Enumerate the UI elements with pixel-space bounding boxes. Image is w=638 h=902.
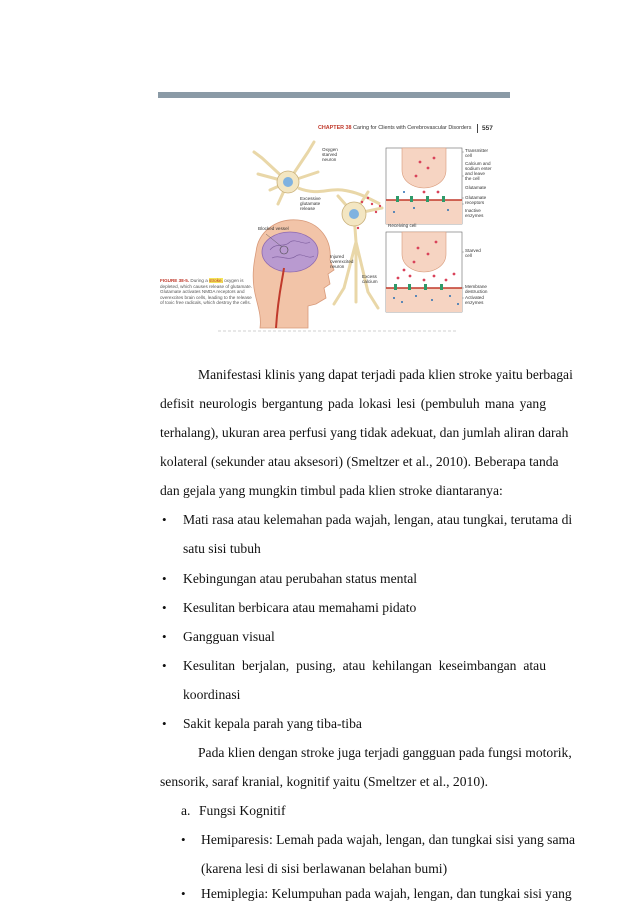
bullet-icon: •	[162, 629, 167, 644]
label-glutamate: Glutamate	[465, 185, 487, 190]
chapter-title: Caring for Clients with Cerebrovascular Disorders	[353, 125, 472, 131]
stroke-figure	[158, 92, 510, 335]
label-transmitter-cell: Transmitter cell	[465, 148, 489, 158]
list-item-text: Hemiparesis: Lemah pada wajah, lengan, dan tungkai sisi yang sama	[201, 832, 576, 847]
sub-a-marker: a.	[181, 803, 191, 818]
label-glutamate-receptors: Glutamate receptors	[465, 195, 487, 205]
bullet-icon: •	[162, 600, 167, 615]
nucleus-top	[283, 177, 293, 187]
p1-line-2: defisit neurologis bergantung pada lokasi lesi (pembuluh mana yang	[160, 396, 546, 411]
brain	[262, 232, 318, 272]
list-item-text-cont: koordinasi	[183, 687, 241, 702]
p1-line-3: terhalang), ukuran area perfusi yang tidak adekuat, dan jumlah aliran darah	[160, 425, 569, 440]
p1-line-5: dan gejala yang mungkin timbul pada klien stroke diantaranya:	[160, 483, 503, 498]
p1-line-1: Manifestasi klinis yang dapat terjadi pada klien stroke yaitu berbagai	[198, 367, 573, 382]
label-excess-calcium: Excess calcium	[362, 274, 378, 284]
label-excessive-glutamate: Excessive glutamate release	[300, 196, 321, 211]
list-item-text-cont: (karena lesi di sisi berlawanan belahan bumi)	[201, 861, 448, 876]
label-blocked-vessel: Blocked vessel	[258, 226, 289, 231]
list-item-text: Kesulitan berbicara atau memahami pidato	[183, 600, 417, 615]
label-injured-neuron: Injured overexcited neuron	[330, 254, 354, 269]
list-item-text: Gangguan visual	[183, 629, 275, 644]
bullet-icon: •	[181, 886, 186, 901]
figure-header	[318, 125, 471, 131]
label-calcium-sodium: Calcium and sodium enter and leave the cell	[465, 161, 492, 181]
transmitter-cell-bottom	[402, 232, 446, 272]
bullet-icon: •	[162, 716, 167, 731]
bullet-icon: •	[162, 512, 167, 527]
list-item-text: Sakit kepala parah yang tiba-tiba	[183, 716, 362, 731]
bullet-icon: •	[162, 658, 167, 673]
transmitter-cell-top	[402, 148, 446, 188]
page-number: 557	[482, 125, 493, 132]
label-membrane-destruction: Membrane destruction	[465, 284, 488, 294]
p2-line-1: Pada klien dengan stroke juga terjadi gangguan pada fungsi motorik,	[198, 745, 572, 760]
bullet-icon: •	[181, 832, 186, 847]
receiving-cell-top	[386, 200, 462, 224]
figure-caption: FIGURE 38-5. During a stroke, oxygen is depleted, which causes release of glutamate. Glutamate activates NMDA receptors and overexcites brain cells, leading to the release of toxic free radicals, which destroy the cells.	[160, 278, 252, 306]
label-activated-enzymes: Activated enzymes	[465, 295, 484, 305]
bullet-icon: •	[162, 571, 167, 586]
list-item-text: Hemiplegia: Kelumpuhan pada wajah, lengan, dan tungkai sisi yang	[201, 886, 572, 901]
list-item-text: Kebingungan atau perubahan status mental	[183, 571, 418, 586]
sub-a-title: Fungsi Kognitif	[199, 803, 286, 818]
label-oxygen-starved: Oxygen starved neuron	[322, 147, 338, 162]
list-item-text: Mati rasa atau kelemahan pada wajah, lengan, atau tungkai, terutama di	[183, 512, 573, 527]
nucleus-lower	[349, 209, 359, 219]
p1-line-4: kolateral (sekunder atau aksesori) (Smeltzer et al., 2010). Beberapa tanda	[160, 454, 559, 469]
list-item-text-cont: satu sisi tubuh	[183, 541, 261, 556]
label-inactive-enzymes: Inactive enzymes	[465, 208, 484, 218]
p2-line-2: sensorik, saraf kranial, kognitif yaitu (Smeltzer et al., 2010).	[160, 774, 489, 789]
list-item-text: Kesulitan berjalan, pusing, atau kehilangan keseimbangan atau	[183, 658, 546, 673]
receiving-cell-bottom	[386, 288, 462, 312]
label-receiving-cell: Receiving cell	[388, 223, 417, 228]
label-starved-cell: Starved cell	[465, 248, 481, 258]
chapter-label: CHAPTER 38	[318, 125, 352, 131]
